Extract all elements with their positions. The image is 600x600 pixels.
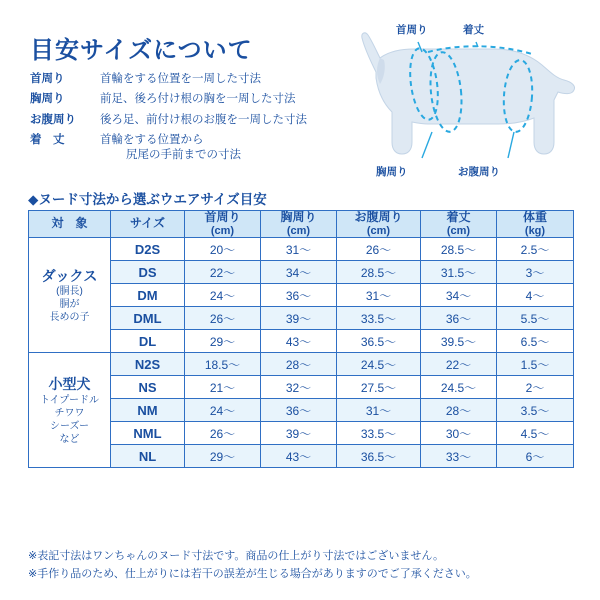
cell-neck: 24〜 — [185, 284, 261, 307]
table-row — [29, 399, 574, 422]
col-header-label: 首周り — [204, 210, 241, 224]
cell-neck: 21〜 — [185, 376, 261, 399]
table-row — [29, 330, 574, 353]
group-sub3: 長めの子 — [49, 312, 90, 324]
footnotes — [28, 549, 578, 585]
cell-belly: 36.5〜 — [337, 445, 421, 468]
cell-chest: 39〜 — [261, 422, 337, 445]
legend-term: お腹周り — [30, 113, 76, 126]
col-header-belly — [337, 211, 421, 238]
col-header-object — [29, 211, 111, 238]
col-header-label: お腹周り — [354, 210, 403, 224]
col-header-label: サイズ — [129, 216, 166, 231]
col-header-label: 体重 — [522, 210, 547, 224]
col-header-length — [421, 211, 497, 238]
cell-length: 36〜 — [421, 307, 497, 330]
cell-belly: 24.5〜 — [337, 353, 421, 376]
legend-desc: 首輪をする位置を一周した寸法 — [100, 73, 261, 85]
legend-row — [30, 133, 320, 162]
cell-length: 22〜 — [421, 353, 497, 376]
cell-chest: 43〜 — [261, 445, 337, 468]
table-header — [29, 211, 574, 238]
col-header-size — [111, 211, 185, 238]
cell-belly: 36.5〜 — [337, 330, 421, 353]
col-header-weight — [497, 211, 574, 238]
col-header-unit: (cm) — [366, 224, 391, 237]
cell-size: DS — [111, 261, 185, 284]
table-row — [29, 376, 574, 399]
cell-size: N2S — [111, 353, 185, 376]
diagram-label-neck: 首周り — [396, 24, 428, 36]
cell-chest: 36〜 — [261, 284, 337, 307]
table-row — [29, 445, 574, 468]
cell-length: 28.5〜 — [421, 238, 497, 261]
legend-term: 首周り — [30, 73, 65, 85]
group-sub2: チワワ — [54, 407, 85, 419]
cell-chest: 31〜 — [261, 238, 337, 261]
table-row — [29, 307, 574, 330]
cell-neck: 20〜 — [185, 238, 261, 261]
cell-weight: 2.5〜 — [497, 238, 574, 261]
group-name: ダックス — [41, 267, 98, 284]
group-name: 小型犬 — [48, 376, 91, 393]
cell-length: 24.5〜 — [421, 376, 497, 399]
cell-weight: 5.5〜 — [497, 307, 574, 330]
table-row — [29, 353, 574, 376]
cell-chest: 43〜 — [261, 330, 337, 353]
cell-length: 31.5〜 — [421, 261, 497, 284]
cell-chest: 28〜 — [261, 353, 337, 376]
legend-desc: 後ろ足、前付け根のお腹を一周した寸法 — [100, 113, 307, 126]
cell-size: DM — [111, 284, 185, 307]
group-cell-dachshund — [29, 238, 111, 353]
cell-belly: 27.5〜 — [337, 376, 421, 399]
legend-desc-line2: 尻尾の手前までの寸法 — [126, 148, 241, 161]
cell-neck: 18.5〜 — [185, 353, 261, 376]
cell-size: DML — [111, 307, 185, 330]
legend-row — [30, 72, 320, 86]
cell-chest: 36〜 — [261, 399, 337, 422]
cell-neck: 24〜 — [185, 399, 261, 422]
table-row — [29, 238, 574, 261]
legend-row — [30, 113, 320, 127]
group-sub4: など — [59, 433, 80, 445]
cell-neck: 26〜 — [185, 422, 261, 445]
cell-length: 30〜 — [421, 422, 497, 445]
table-row — [29, 422, 574, 445]
cell-belly: 33.5〜 — [337, 307, 421, 330]
cell-length: 39.5〜 — [421, 330, 497, 353]
cell-neck: 22〜 — [185, 261, 261, 284]
cell-length: 34〜 — [421, 284, 497, 307]
measurement-legend — [30, 72, 320, 168]
group-sub: (胴長) — [56, 286, 83, 298]
diagram-label-belly: お腹周り — [458, 166, 500, 178]
col-header-label: 胸周り — [280, 210, 317, 224]
footnote-1: ※表記寸法はワンちゃんのヌード寸法です。商品の仕上がり寸法ではございません。 — [28, 550, 444, 562]
table-row — [29, 261, 574, 284]
cell-weight: 4.5〜 — [497, 422, 574, 445]
cell-neck: 29〜 — [185, 445, 261, 468]
footnote-2: ※手作り品のため、仕上がりには若干の誤差が生じる場合がありますのでご了承ください。 — [28, 567, 477, 580]
cell-chest: 39〜 — [261, 307, 337, 330]
group-sub: トイプードル — [40, 394, 99, 406]
legend-row — [30, 92, 320, 106]
section-heading: ◆ヌード寸法から選ぶウエアサイズ目安 — [28, 192, 267, 207]
col-header-unit: (cm) — [286, 224, 311, 237]
cell-weight: 4〜 — [497, 284, 574, 307]
cell-size: D2S — [111, 238, 185, 261]
table-header-row — [29, 211, 574, 238]
cell-weight: 6.5〜 — [497, 330, 574, 353]
size-table — [28, 210, 574, 468]
cell-weight: 3.5〜 — [497, 399, 574, 422]
col-header-unit: (kg) — [524, 224, 546, 237]
table-row — [29, 284, 574, 307]
cell-belly: 33.5〜 — [337, 422, 421, 445]
cell-belly: 31〜 — [337, 399, 421, 422]
cell-size: NML — [111, 422, 185, 445]
cell-weight: 6〜 — [497, 445, 574, 468]
col-header-chest — [261, 211, 337, 238]
cell-weight: 1.5〜 — [497, 353, 574, 376]
page-title: 目安サイズについて — [30, 37, 253, 64]
group-sub2: 胴が — [59, 299, 80, 311]
group-sub3: シーズー — [50, 420, 89, 432]
legend-term: 着 丈 — [30, 134, 65, 147]
legend-desc-wrap — [100, 133, 320, 162]
cell-length: 28〜 — [421, 399, 497, 422]
cell-size: NM — [111, 399, 185, 422]
cell-size: DL — [111, 330, 185, 353]
diagram-label-chest: 胸周り — [376, 166, 408, 178]
cell-neck: 26〜 — [185, 307, 261, 330]
table-body — [29, 238, 574, 468]
dog-illustration-svg — [318, 22, 588, 180]
cell-size: NS — [111, 376, 185, 399]
cell-size: NL — [111, 445, 185, 468]
cell-length: 33〜 — [421, 445, 497, 468]
cell-chest: 34〜 — [261, 261, 337, 284]
col-header-unit: (cm) — [210, 224, 235, 237]
cell-belly: 28.5〜 — [337, 261, 421, 284]
group-cell-small-dog — [29, 353, 111, 468]
legend-term: 胸周り — [30, 93, 65, 106]
cell-neck: 29〜 — [185, 330, 261, 353]
col-header-label: 対 象 — [51, 216, 88, 231]
legend-desc-line1: 首輪をする位置から — [100, 134, 204, 147]
legend-desc: 前足、後ろ付け根の胸を一周した寸法 — [100, 93, 296, 106]
col-header-label: 着丈 — [446, 210, 471, 224]
col-header-neck — [185, 211, 261, 238]
diagram-label-length: 着丈 — [463, 24, 484, 36]
cell-weight: 2〜 — [497, 376, 574, 399]
col-header-unit: (cm) — [446, 224, 471, 237]
dog-diagram — [318, 22, 588, 180]
cell-chest: 32〜 — [261, 376, 337, 399]
cell-belly: 26〜 — [337, 238, 421, 261]
cell-belly: 31〜 — [337, 284, 421, 307]
cell-weight: 3〜 — [497, 261, 574, 284]
